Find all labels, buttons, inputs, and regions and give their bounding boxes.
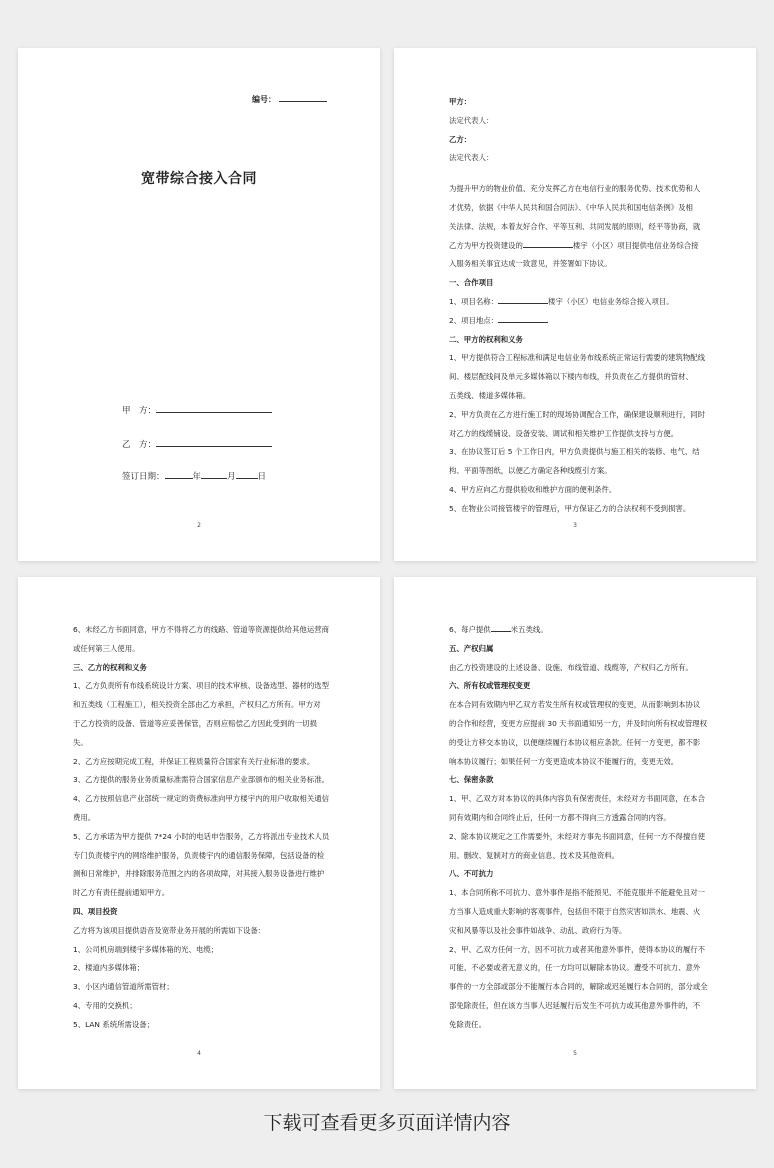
text-line: 五类线、楼道多媒体箱。 (449, 390, 531, 400)
text-line: 间、楼层配线间及单元多媒体箱以下楼内布线，并负责在乙方提供的管材、 (449, 372, 693, 382)
text-line: 事件的一方全部或部分不能履行本合同的，解除或迟延履行本合同的，部分或全 (449, 982, 708, 992)
page-number: 3 (573, 522, 577, 529)
text-line: 1、公司机房端到楼宇多媒体箱的光、电缆； (73, 944, 219, 954)
text-line: 的受让方移交本协议，以便继续履行本协议相应条款。任何一方变更，都不影 (449, 737, 701, 747)
text-line: 响本协议履行；如果任何一方变更造成本协议不能履行的，变更无效。 (449, 756, 679, 766)
party-a-line (122, 403, 272, 416)
text-line: 于乙方投资的设备、管道等应妥善保管，否则应赔偿乙方因此受到的一切损 (73, 718, 317, 728)
text-line: 灾和风暴等以及社会事件如战争、动乱、政府行为等。 (449, 925, 627, 935)
text-line: 对乙方的线缆铺设、设备安装、调试和相关维护工作提供支持与方便。 (449, 428, 679, 438)
contract-page-5 (394, 577, 756, 1089)
text-line: 3、乙方提供的服务业务质量标准需符合国家信息产业部颁布的相关业务标准。 (73, 775, 329, 785)
contract-title: 宽带综合接入合同 (141, 171, 257, 187)
party-b-line (122, 437, 272, 450)
contract-page-3 (394, 48, 756, 561)
party-a-label: 甲 方： (122, 406, 157, 416)
text-line: 用、删改、复制对方的商业信息、技术及其他资料。 (449, 850, 619, 860)
section-heading: 八、不可抗力 (449, 869, 494, 879)
page-3-body (449, 93, 714, 519)
day-blank (236, 469, 258, 479)
text-segment: 6、每户提供 (449, 625, 491, 634)
text-segment: 米五类线。 (510, 625, 548, 634)
text-line: 5、LAN 系统所需设备； (73, 1019, 155, 1029)
text-line: 法定代表人： (449, 153, 494, 163)
text-line: 构、平面等图纸，以便乙方确定各种线缆引方案。 (449, 466, 612, 476)
party-b-heading: 乙方： (449, 134, 472, 144)
text-line: 2、甲方负责在乙方进行施工时的现场协调配合工作，确保建设顺利进行，同时 (449, 409, 705, 419)
text-segment: 楼宇（小区）项目提供电信业务综合接 (572, 240, 699, 250)
section-heading: 二、甲方的权利和义务 (449, 334, 523, 344)
party-b-blank (156, 437, 272, 447)
text-line: 1、本合同所称不可抗力、意外事件是指不能预见、不能克服并不能避免且对一 (449, 888, 705, 898)
section-heading: 六、所有权或管理权变更 (449, 681, 531, 691)
text-line: 3、小区内通信管道所需管材； (73, 982, 174, 992)
text-line: 在本合同有效期内甲乙双方若发生所有权或管理权的变更，从而影响到本协议 (449, 700, 701, 710)
page-5-body (449, 621, 714, 1035)
party-b-label: 乙 方： (122, 440, 157, 450)
text-line: 免除责任。 (449, 1019, 486, 1029)
page-number: 2 (197, 522, 201, 529)
text-line: 关法律、法规，本着友好合作、平等互利、共同发展的原则，经平等协商，就 (449, 221, 701, 231)
party-a-blank (156, 403, 272, 413)
text-line: 可能、不必要或者无意义的，任一方均可以解除本协议。遭受不可抗力、意外 (449, 963, 701, 973)
text-line: 和五类线（工程施工），相关投资全部由乙方承担，产权归乙方所有。甲方对 (73, 700, 321, 710)
year-label: 年 (192, 472, 202, 482)
text-line: 为提升甲方的物业价值、充分发挥乙方在电信行业的服务优势、技术优势和人 (449, 184, 701, 194)
text-line: 失。 (73, 737, 88, 747)
text-line: 测和日常维护，并排除服务范围之内的各项故障，对其接入服务设备进行维护 (73, 869, 325, 879)
year-blank (165, 469, 193, 479)
contract-number-blank (279, 93, 327, 102)
text-line (449, 237, 714, 256)
text-line: 1、乙方负责所有布线系统设计方案、项目的技术审核、设备选型、器材的选型 (73, 681, 329, 691)
party-a-heading: 甲方： (449, 97, 472, 106)
text-line: 的合作和经营，变更方应提前 30 天书面通知另一方，并及时向所有权或管理权 (449, 718, 707, 728)
text-line: 4、乙方按照信息产业部统一规定的资费标准向甲方楼宇内的用户收取相关通信 (73, 794, 329, 804)
text-line (449, 293, 714, 312)
text-line: 方当事人造成重大影响的客观事件，包括但不限于自然灾害如洪水、地震、火 (449, 906, 701, 916)
text-line: 4、甲方应向乙方提供验收和维护方面的便利条件。 (449, 484, 617, 494)
section-heading: 一、合作项目 (449, 278, 494, 288)
text-line: 2、除本协议规定之工作需要外，未经对方事先书面同意，任何一方不得擅自使 (449, 831, 705, 841)
text-line: 才优势，依据《中华人民共和国合同法》、《中华人民共和国电信条例》及相 (449, 202, 693, 212)
text-line: 专门负责楼宇内的网络维护服务，负责楼宇内的通信服务保障，包括设备的检 (73, 850, 325, 860)
text-line: 3、在协议签订后 5 个工作日内，甲方负责提供与施工相关的装修、电气、结 (449, 447, 700, 457)
text-line: 2、乙方应按期完成工程，并保证工程质量符合国家有关行业标准的要求。 (73, 756, 315, 766)
section-heading: 七、保密条款 (449, 775, 494, 785)
text-line: 时乙方有责任提前通知甲方。 (73, 888, 170, 898)
text-line (449, 312, 714, 331)
text-line: 4、专用的交换机； (73, 1000, 137, 1010)
text-line: 由乙方投资建设的上述设备、设施、布线管道、线缆等，产权归乙方所有。 (449, 662, 693, 672)
text-line: 部免除责任，但在该方当事人迟延履行后发生不可抗力或其他意外事件的，不 (449, 1000, 701, 1010)
text-line: 乙方将为该项目提供语音及宽带业务开展的所需如下设备： (73, 925, 266, 935)
text-line: 2、楼道内多媒体箱； (73, 963, 145, 973)
text-line: 法定代表人： (449, 115, 494, 125)
fill-blank (491, 624, 511, 632)
text-line: 同有效期内和合同终止后，任何一方都不得向三方透露合同的内容。 (449, 812, 671, 822)
text-segment: 楼宇（小区）电信业务综合接入项目。 (548, 296, 674, 306)
contract-page-4 (18, 577, 380, 1089)
text-segment: 2、项目地点： (449, 315, 499, 325)
page-number: 5 (573, 1050, 577, 1057)
contract-page-cover (18, 48, 380, 561)
contract-number-label: 编号： (252, 95, 276, 104)
contract-number-field (252, 93, 327, 105)
page-number: 4 (197, 1050, 201, 1057)
text-line: 或任何第三人使用。 (73, 643, 140, 653)
text-line: 1、甲方提供符合工程标准和满足电信业务布线系统正常运行需要的建筑物配线 (449, 353, 705, 363)
text-line: 1、甲、乙双方对本协议的具体内容负有保密责任，未经对方书面同意，在本合 (449, 794, 705, 804)
page-4-body (73, 621, 338, 1035)
text-segment: 1、项目名称： (449, 296, 499, 306)
section-heading: 五、产权归属 (449, 643, 494, 653)
day-label: 日 (257, 472, 267, 482)
text-line: 费用。 (73, 812, 96, 822)
sign-date-line (122, 469, 266, 482)
text-line (449, 621, 714, 640)
text-line: 入服务相关事宜达成一致意见，并签署如下协议。 (449, 259, 612, 269)
month-label: 月 (227, 472, 236, 482)
text-line: 5、在物业公司接管楼宇的管理后，甲方保证乙方的合法权利不受到损害。 (449, 503, 691, 513)
text-line: 2、甲、乙双方任何一方，因不可抗力或者其他意外事件，使得本协议的履行不 (449, 944, 705, 954)
month-blank (201, 469, 227, 479)
section-heading: 三、乙方的权利和义务 (73, 662, 147, 672)
fill-blank (523, 240, 573, 248)
fill-blank (498, 296, 548, 304)
text-line: 6、未经乙方书面同意，甲方不得将乙方的线路、管道等资源提供给其他运营商 (73, 625, 329, 634)
text-segment: 乙方为甲方投资建设的 (449, 240, 523, 250)
text-line: 5、乙方承诺为甲方提供 7*24 小时的电话申告服务，乙方将派出专业技术人员 (73, 831, 330, 841)
sign-date-label: 签订日期： (122, 472, 165, 482)
section-heading: 四、项目投资 (73, 906, 118, 916)
fill-blank (498, 315, 548, 323)
download-more-caption: 下载可查看更多页面详情内容 (263, 1112, 511, 1134)
